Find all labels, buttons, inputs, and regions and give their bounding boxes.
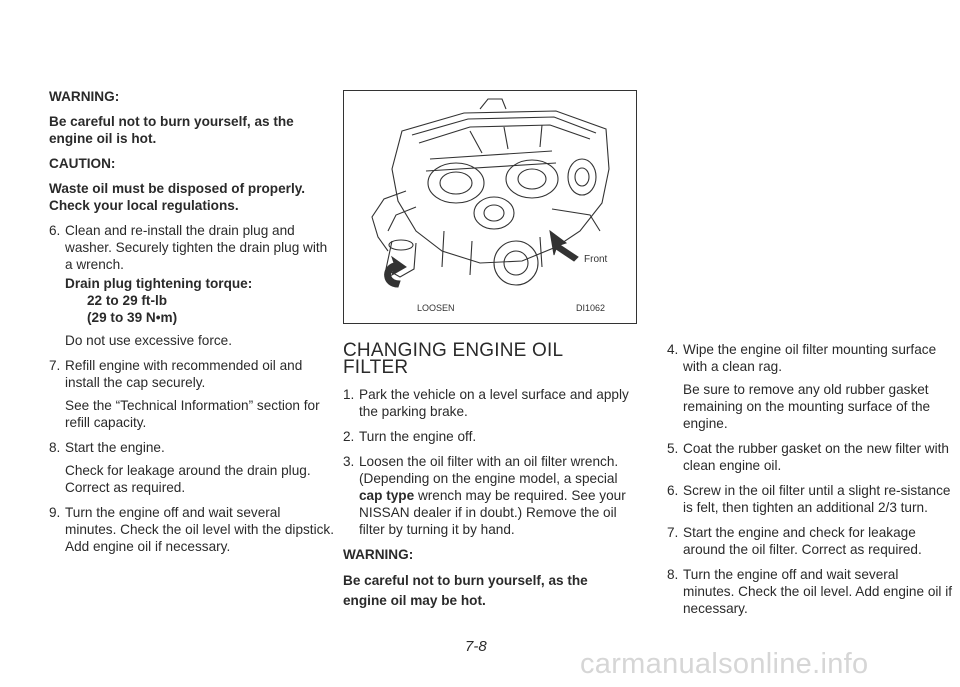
engine-drawing [344,91,636,323]
step-text-part1: Loosen the oil filter with an oil filter wrench. (Depending on the engine model, a special [359,454,619,486]
warning-text: Be careful not to burn yourself, as the engine oil may be hot. [343,573,588,608]
front-label: Front [584,254,608,265]
step-text: Turn the engine off. [359,429,477,444]
torque-value-nm: (29 to 39 N•m) [87,310,178,325]
step-text: Clean and re-install the drain plug and washer. Securely tighten the drain plug with a wrench. [65,223,328,272]
step-text: Refill engine with recommended oil and install the cap securely. [65,358,303,390]
step-1 [343,386,629,420]
step-text-bold: cap type [359,488,415,503]
step-4 [667,341,953,432]
figure-code: DI1062 [576,303,606,313]
step-8 [49,439,334,496]
step-number: 1. [343,387,355,402]
step-note: Be sure to remove any old rubber gasket remaining on the mounting surface of the engine. [683,382,931,431]
caution-label: CAUTION: [49,156,116,171]
step-text: Park the vehicle on a level surface and apply the parking brake. [359,387,629,419]
warning-label: WARNING: [49,89,120,104]
force-note: Do not use excessive force. [65,333,232,348]
step-8 [667,566,953,617]
step-text: Turn the engine off and wait several minutes. Check the oil level. Add engine oil if necessary. [683,567,953,616]
step-5 [667,440,953,474]
step-text: Screw in the oil filter until a slight re-sistance is felt, then tighten an additional 2/3 turn. [683,483,951,515]
loosen-label: LOOSEN [417,303,455,313]
step-number: 7. [49,358,61,373]
step-text: Start the engine. [65,440,165,455]
step-number: 3. [343,454,355,469]
torque-value-ftlb: 22 to 29 ft-lb [87,293,168,308]
left-column [49,88,334,563]
caution-text: Waste oil must be disposed of properly. Check your local regulations. [49,181,306,213]
step-text-part2: wrench may be required. See your NISSAN dealer if in doubt.) Remove the oil filter by turning it by hand. [359,488,626,537]
watermark: carmanualsonline.info [580,648,869,680]
step-text: Coat the rubber gasket on the new filter with clean engine oil. [683,441,949,473]
step-2 [343,428,629,445]
step-number: 2. [343,429,355,444]
step-number: 4. [667,342,679,357]
step-number: 8. [667,567,679,582]
warning-text: Be careful not to burn yourself, as the engine oil is hot. [49,114,294,146]
step-7 [49,357,334,431]
step-3 [343,453,629,538]
middle-column [343,342,629,619]
step-text: Turn the engine off and wait several minutes. Check the oil level with the dipstick. Add engine oil if necessary. [65,505,334,554]
step-number: 6. [49,223,61,238]
step-9 [49,504,334,555]
section-heading: CHANGING ENGINE OIL FILTER [343,340,563,378]
step-text: Start the engine and check for leakage around the oil filter. Correct as required. [683,525,922,557]
step-6 [49,222,334,349]
page-number: 7-8 [465,638,487,655]
engine-illustration [343,90,637,324]
step-number: 7. [667,525,679,540]
step-number: 9. [49,505,61,520]
step-note: Check for leakage around the drain plug. Correct as required. [65,463,311,495]
step-number: 8. [49,440,61,455]
torque-label: Drain plug tightening torque: [65,276,253,291]
step-text: Wipe the engine oil filter mounting surface with a clean rag. [683,342,937,374]
warning-label: WARNING: [343,547,414,562]
right-column [667,341,953,625]
step-number: 6. [667,483,679,498]
step-number: 5. [667,441,679,456]
step-note: See the “Technical Information” section for refill capacity. [65,398,320,430]
step-6 [667,482,953,516]
step-7 [667,524,953,558]
